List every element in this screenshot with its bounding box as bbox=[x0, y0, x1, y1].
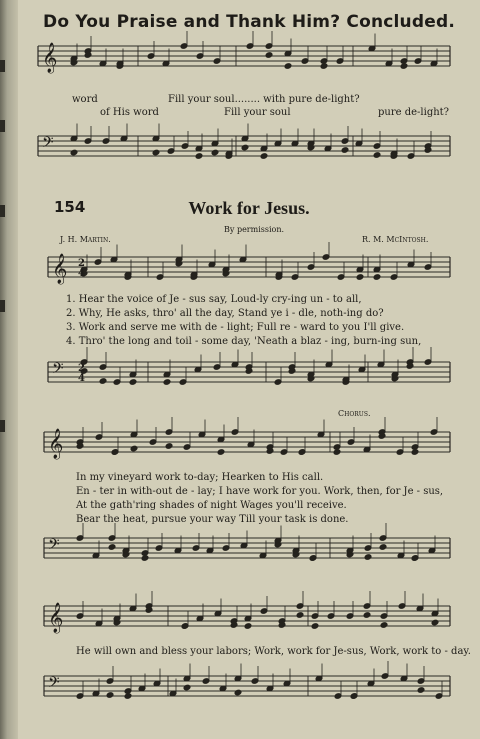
note-head bbox=[356, 274, 364, 281]
note-head bbox=[373, 274, 381, 281]
bass-clef-icon: 𝄢 bbox=[42, 134, 54, 155]
refrain-line: In my vineyard work to-day; Hearken to His call. bbox=[76, 472, 324, 483]
note-head bbox=[70, 149, 78, 156]
bass-clef-icon: 𝄢 bbox=[48, 536, 60, 557]
hymnal-page bbox=[18, 0, 480, 739]
time-signature: 4 bbox=[78, 268, 85, 279]
note-head bbox=[195, 153, 203, 160]
note-head bbox=[298, 449, 306, 456]
refrain-line: Bear the heat, pursue your way Till your task is done. bbox=[76, 514, 349, 525]
permission-note: By permission. bbox=[224, 225, 285, 234]
closing-line: He will own and bless your labors; Work, work for Je-sus, Work, work to - day. bbox=[76, 646, 471, 657]
chorus-label: Chorus. bbox=[338, 409, 371, 418]
note-head bbox=[363, 612, 371, 619]
bass-clef-icon: 𝄢 bbox=[52, 360, 64, 381]
note-head bbox=[265, 52, 273, 59]
note-head bbox=[244, 623, 252, 630]
hymn-number: 154 bbox=[54, 198, 86, 216]
note-head bbox=[183, 684, 191, 691]
bass-clef-icon: 𝄢 bbox=[48, 674, 60, 695]
note-head bbox=[130, 445, 138, 452]
note-head bbox=[217, 449, 225, 456]
staff bbox=[48, 257, 450, 277]
note-head bbox=[241, 144, 249, 151]
note-head bbox=[99, 378, 107, 385]
note-head bbox=[380, 622, 388, 629]
note-head bbox=[129, 379, 137, 386]
note-head bbox=[181, 623, 189, 630]
note-head bbox=[234, 689, 242, 696]
note-head bbox=[411, 449, 419, 456]
binding-mark bbox=[0, 60, 5, 72]
note-head bbox=[165, 443, 173, 450]
time-signature: 2 bbox=[78, 258, 85, 269]
note-head bbox=[260, 153, 268, 160]
note-head bbox=[431, 619, 439, 626]
binding-mark bbox=[0, 205, 5, 217]
verse-line: 4. Thro' the long and toil - some day, 'Neath a blaz - ing, burn-ing sun, bbox=[66, 336, 422, 347]
binding-mark bbox=[0, 300, 5, 312]
note-head bbox=[163, 379, 171, 386]
note-head bbox=[341, 147, 349, 154]
treble-clef-icon: 𝄞 bbox=[48, 603, 64, 633]
page-binding-edge bbox=[0, 0, 18, 739]
note-head bbox=[211, 149, 219, 156]
verse-line: 2. Why, He asks, thro' all the day, Stand ye i - dle, noth-ing do? bbox=[66, 308, 384, 319]
binding-mark bbox=[0, 120, 5, 132]
note-head bbox=[111, 449, 119, 456]
note-head bbox=[320, 63, 328, 70]
note-head bbox=[364, 554, 372, 561]
lyricist: J. H. Martin. bbox=[60, 235, 111, 244]
note-head bbox=[311, 623, 319, 630]
prev-lyric: Fill your soul........ with pure de-light? bbox=[168, 94, 360, 105]
note-head bbox=[417, 687, 425, 694]
treble-clef-icon: 𝄞 bbox=[48, 429, 64, 459]
page-heading: Do You Praise and Thank Him? Concluded. bbox=[43, 12, 455, 32]
treble-clef-icon: 𝄞 bbox=[42, 43, 58, 73]
treble-clef-icon: 𝄞 bbox=[52, 254, 68, 284]
staff bbox=[44, 432, 450, 452]
note-head bbox=[333, 449, 341, 456]
note-head bbox=[152, 149, 160, 156]
note-head bbox=[309, 555, 317, 562]
note-head bbox=[141, 555, 149, 562]
note-head bbox=[373, 152, 381, 159]
binding-mark bbox=[0, 420, 5, 432]
time-signature: 2 bbox=[78, 363, 85, 374]
prev-lyric: of His word bbox=[100, 107, 159, 118]
note-head bbox=[400, 63, 408, 70]
refrain-line: At the gath'ring shades of night Wages you'll receive. bbox=[76, 500, 347, 511]
prev-lyric: word bbox=[72, 94, 98, 105]
note-head bbox=[350, 693, 358, 700]
hymn-title: Work for Jesus. bbox=[188, 198, 310, 218]
refrain-line: En - ter in with-out de - lay; I have work for you. Work, then, for Je - sus, bbox=[76, 486, 444, 497]
prev-lyric: Fill your soul bbox=[224, 107, 291, 118]
time-signature: 4 bbox=[78, 373, 85, 384]
note-head bbox=[108, 544, 116, 551]
verse-line: 3. Work and serve me with de - light; Full re - ward to you I'll give. bbox=[66, 322, 405, 333]
note-head bbox=[379, 544, 387, 551]
note-head bbox=[296, 612, 304, 619]
prev-lyric: pure de-light? bbox=[378, 107, 450, 118]
staff bbox=[44, 676, 450, 696]
note-head bbox=[411, 555, 419, 562]
composer: R. M. McIntosh. bbox=[362, 235, 429, 244]
note-head bbox=[284, 63, 292, 70]
verse-line: 1. Hear the voice of Je - sus say, Loud-ly cry-ing un - to all, bbox=[66, 294, 362, 305]
note-head bbox=[124, 693, 132, 700]
note-head bbox=[106, 692, 114, 699]
